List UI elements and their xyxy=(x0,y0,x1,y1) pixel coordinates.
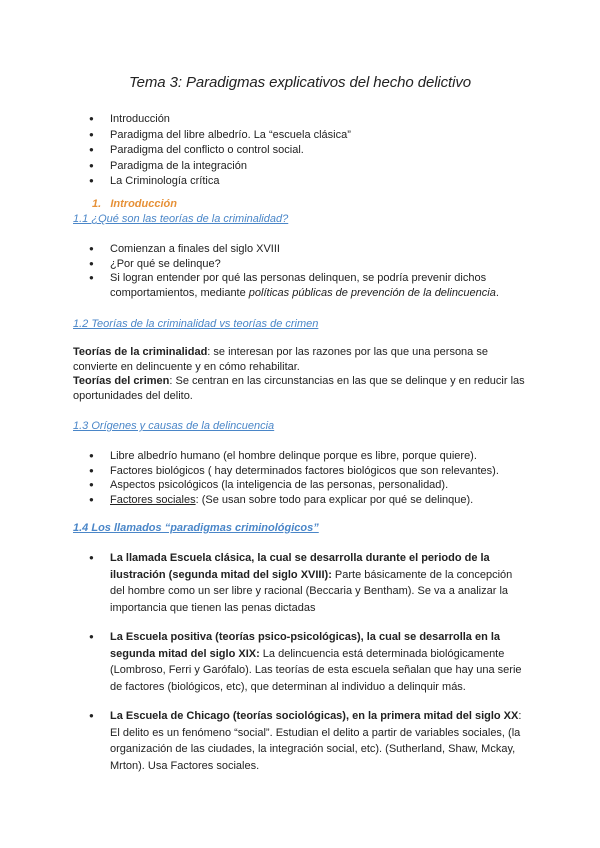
definition: : Se centran en las circunstancias en las que se delinque y en reducir las oportunidades del delito. xyxy=(73,375,525,402)
page-title: Tema 3: Paradigmas explicativos del hecho delictivo xyxy=(128,74,472,91)
list-item: ● Paradigma del libre albedrío. La “escuela clásica” xyxy=(89,128,529,144)
item-italic: políticas públicas de prevención de la delincuencia xyxy=(248,286,496,299)
definition: : se interesan por las razones por las que una persona se convierte en delincuente y en cómo rehabilitar. xyxy=(73,346,488,373)
list-item: ● Libre albedrío humano (el hombre delinque porque es libre, porque quiere). xyxy=(89,449,529,464)
section-number: 1. xyxy=(92,198,102,210)
item-text: Si logran entender por qué las personas delinquen, se podría prevenir dichos comportamientos, mediante xyxy=(110,272,487,299)
item-text: : El delito es un fenómeno “social”. Estudian el delito a partir de variables sociales, (la organización de las ciudades, la integración social, etc). (Sutherland, Shaw, Mckay, Mrton). Usa Factores sociales. xyxy=(110,710,522,772)
list-item: ● Paradigma del conflicto o control social. xyxy=(89,143,529,159)
list-item: ● Factores biológicos ( hay determinados factores biológicos que son relevantes). xyxy=(89,464,529,479)
paragraph-crimen xyxy=(73,374,529,403)
list-item xyxy=(89,550,529,616)
item-end: . xyxy=(495,286,499,299)
section-heading-intro xyxy=(92,198,177,210)
topics-list xyxy=(89,112,529,190)
section-label: Introducción xyxy=(110,198,177,210)
list-item: ● Comienzan a finales del siglo XVIII xyxy=(89,242,529,257)
list-item: ● Paradigma de la integración xyxy=(89,159,529,175)
subheading-1-2: 1.2 Teorías de la criminalidad vs teorías de crimen xyxy=(73,318,319,330)
list-1-3 xyxy=(89,449,529,507)
item-bold: La Escuela de Chicago (teorías sociológicas), en la primera mitad del siglo XX xyxy=(110,710,519,722)
item-bold: La llamada Escuela clásica, la cual se desarrolla durante el periodo de la ilustración (segunda mitad del siglo XVIII): xyxy=(110,552,490,581)
list-item xyxy=(89,708,529,774)
list-item: ● La Criminología crítica xyxy=(89,174,529,190)
item-bold: La Escuela positiva (teorías psico-psicológicas), la cual se desarrolla en la segunda mitad del siglo XIX: xyxy=(110,631,501,660)
list-item xyxy=(89,629,529,695)
list-1-4 xyxy=(89,550,529,787)
item-text: Parte básicamente de la concepción del hombre como un ser libre y racional (Beccaria y Bentham). Se va a analizar la importancia que tienen las penas dictadas xyxy=(110,568,513,614)
list-1-1 xyxy=(89,242,529,300)
list-item: ● ¿Por qué se delinque? xyxy=(89,257,529,272)
list-item xyxy=(89,271,529,300)
item-underline: Factores sociales xyxy=(110,493,196,506)
item-text: La delincuencia está determinada biológicamente (Lombroso, Ferri y Garófalo). Las teorías de esta escuela señalan que hay una serie de factores (biológicos, etc), que determinan al individuo a delinquir más. xyxy=(110,647,522,693)
list-item xyxy=(89,493,529,508)
subheading-1-3: 1.3 Orígenes y causas de la delincuencia xyxy=(73,420,275,432)
paragraph-criminalidad xyxy=(73,345,529,374)
item-text: : (Se usan sobre todo para explicar por qué se delinque). xyxy=(195,493,474,506)
list-item: ● Aspectos psicológicos (la inteligencia de las personas, personalidad). xyxy=(89,478,529,493)
subheading-1-1: 1.1 ¿Qué son las teorías de la criminalidad? xyxy=(73,213,289,225)
term: Teorías de la criminalidad xyxy=(73,346,208,358)
term: Teorías del crimen xyxy=(73,375,170,387)
list-item: ● Introducción xyxy=(89,112,529,128)
subheading-1-4: 1.4 Los llamados “paradigmas criminológicos” xyxy=(73,522,319,534)
